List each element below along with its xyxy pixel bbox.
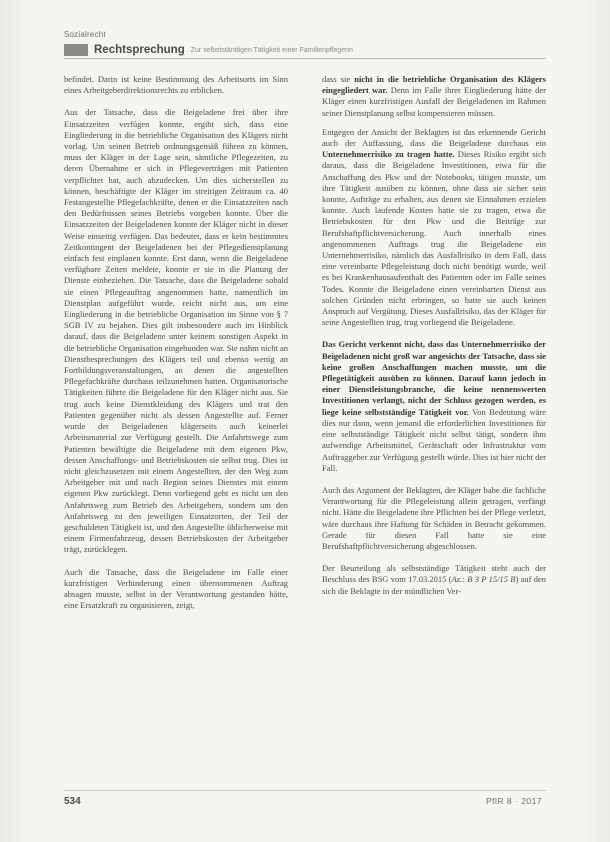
running-header [64,42,546,59]
right-p3-post: Von Bedeutung wäre dies nur dann, wenn jemand die erforderlichen Investitionen für eine selbstständige Tätigkeit nicht selbst tätigt, sondern ihm aufwendige Arbeitsmittel, Gerätschaft oder Infrastruktur vom Auftraggeber zur Verfügung gestellt würde. Dies ist hier nicht der Fall. [322,406,547,473]
right-column [322,74,546,608]
header-marker-bar [64,44,88,56]
right-paragraph-5 [322,563,546,597]
section-label: Sozialrecht [64,30,106,39]
footer-divider [64,790,546,791]
page-number: 534 [64,796,81,807]
left-paragraph-2: Aus der Tatsache, dass die Beigeladene frei über ihre Einsatzzeiten verfügen konnte, ergibt sich, dass eine Eingliederung in die betriebliche Organisation des Klägers nicht vorlag. Um seinen Betrieb ordnungsgemäß führen zu können, muss der Kläger in der Lage sein, sämtliche Pflegezeiten, zu deren Übernahme er sich in Pflegeverträgen mit Patienten verpflichtet hat, auch abzudecken. Um dies sicherstellen zu können, beschäftigte der Kläger im streitigen Zeitraum ca. 40 Festangestellte Pflegefachkräfte, denen er die Einsatzzeiten nach den Bedürfnissen seines Betriebs vorgeben konnte. Über die Einsatzzeiten der Beigeladenen konnte der Kläger nicht in dieser Weise einseitig verfügen. Das bedeutet, dass er kein bestimmtes Zeitkontingent der Beigeladenen bei der Pflegedienstplanung einfach fest einplanen konnte. Erst dann, wenn die Beigeladene verfügbare Zeiten meldete, konnte er sie in die Planung der Dienste einbeziehen. Die Tatsache, dass die Beigeladene sobald sie einen Pflegeauftrag angenommen hatte, namentlich im Dienstplan aufgeführt wurde, reicht nicht aus, um eine Eingliederung in die betriebliche Organisation im Sinne von § 7 SGB IV zu bejahen. Dies gilt insbesondere auch im Hinblick darauf, dass die Beigeladene unter keinem sonstigen Aspekt in die betriebliche Organisation eingebunden war. Sie nahm nicht an Dienstbesprechungen des Klägers teil und ebenso wenig an Fortbildungsveranstaltungen, an denen die angestellten Pflegefachkräfte durchaus teilzunehmen hatten. Organisatorische Tätigkeiten führte die Beigeladene für den Kläger nicht aus. Sie trug auch keine Dienstkleidung des Klägers und trat den Patienten gegenüber nicht als dessen Angestellte auf. Ferner wurde der Beigeladenen klägerseits auch keinerlei Arbeitsmaterial zur Verfügung gestellt. Die Anfahrtswege zum Patienten bewältigte die Beigeladene mit dem eigenen Pkw, dessen Anschaffungs- und Betriebskosten sie selbst trug. Dies ist nicht gleichzusetzen mit einem Angestellten, der den Weg zum Arbeitgeber mit und nach Beginn seines Dienstes mit einem eigenen Pkw zurücklegt. Denn vorliegend geht es nicht um den Anfahrtsweg zum Betrieb des Arbeitgebers, sondern um den Anfahrtsweg zu den jeweiligen Einsatzorten, der Teil der geschuldeten Tätigkeit ist, und den Angestellte üblicherweise mit einem Firmenfahrzeug, dessen Betriebskosten der Arbeitgeber trägt, zurücklegen. [64,107,288,555]
right-paragraph-3 [322,339,546,473]
right-paragraph-2 [322,127,546,329]
right-p5-pre: Der Beurteilung als selbstständige Tätigkeit steht auch der Beschluss des BSG vom 17.03.2015 ( [322,563,546,585]
right-p2-pre: Entgegen der Ansicht der Beklagten ist das erkennende Gericht auch der Auffassung, dass die Beigeladene durchaus ein [322,126,546,149]
right-p2-post: Dieses Risiko ergibt sich daraus, dass die Beigeladene Investitionen, etwa für die Anschaffung des Pkw und der Notebooks, tätigen musste, um ihre Tätigkeit ausüben zu können, ohne dass sie sicher sein konnte, Aufträge zu erhalten, aus denen sie Einnahmen erzielen konnte. Auch laufende Kosten hatte sie zu tragen, etwa die Betriebskosten für den Pkw und die Beiträge zur Berufshaftpflichtversicherung. Auch innerhalb eines angenommenen Auftrags trug die Beigeladene ein Unternehmerrisiko, nämlich das Ausfallrisiko in dem Fall, dass eine vereinbarte Pflegeleistung doch nicht benötigt wurde, weil es bei Krankenhausaufenthalt des Patienten oder im Falle seines Todes. Konnte die Beigeladene einen vereinbarten Dienst aus solchen Gründen nicht erbringen, so hatte sie auch keinen Anspruch auf Vergütung. Dieses Ausfallrisiko, das der Kläger für seine Angestellten trug, trug vorliegend die Beigeladene. [322,149,546,328]
left-paragraph-1: befindet. Darin ist keine Bestimmung des Arbeitsorts im Sinn eines Arbeitgeberdirektionsrechts zu erblicken. [64,74,288,96]
right-p1-bold: nicht in die betriebliche Organisation des Klägers eingegliedert war. [322,74,546,96]
right-p2-bold: Unternehmerrisiko zu tragen hatte. [322,149,455,160]
journal-issue: PflR 8 · 2017 [486,796,543,806]
right-p5-post: ) auf den sich die Beklagte in der mündlichen Ver- [322,574,546,596]
left-paragraph-3: Auch die Tatsache, dass die Beigeladene im Falle einer kurzfristigen Verhinderung einen übernommenen Auftrag absagen musste, selbst in der Verantwortung gestanden hätte, eine Ersatzkraft zu organisieren, zeigt, [64,566,288,611]
header-subtitle: Zur selbstständigen Tätigkeit einer Familienpflegerin [190,46,353,54]
right-paragraph-1 [322,74,546,119]
header-title: Rechtsprechung [94,44,185,56]
left-column [64,74,288,622]
right-p5-citation: Az.: B 3 P 15/15 B [451,574,516,585]
right-p3-bold: Das Gericht verkennt nicht, dass das Unternehmerrisiko der Beigeladenen nicht groß war angesichts der Tatsache, dass sie keine großen Anschaffungen machen musste, um die Pflegetätigkeit ausüben zu können. Darauf kann jedoch in einer Dienstleistungsbranche, die keine nennenswerten Investitionen verlangt, nicht der Schluss gezogen werden, es liege keine selbstständige Tätigkeit vor. [322,339,546,417]
right-p1-post: Denn im Falle ihrer Eingliederung hätte der Kläger einen kurzfristigen Ausfall der Beigeladenen im Rahmen seiner Dienstplanung selbst kompensieren müssen. [322,85,546,118]
right-p1-pre: dass sie [322,74,355,84]
right-paragraph-4: Auch das Argument der Beklagten, der Kläger habe die fachliche Verantwortung für die Pflegeleistung allein getragen, verfängt nicht. Hätte die Beigeladene ihre Pflichten bei der Pflege verletzt, wäre durchaus ihre Haftung für Schäden in Betracht gekommen. Gerade für diesen Fall hatte sie eine Berufshaftpflichtversicherung abgeschlossen. [322,484,546,551]
